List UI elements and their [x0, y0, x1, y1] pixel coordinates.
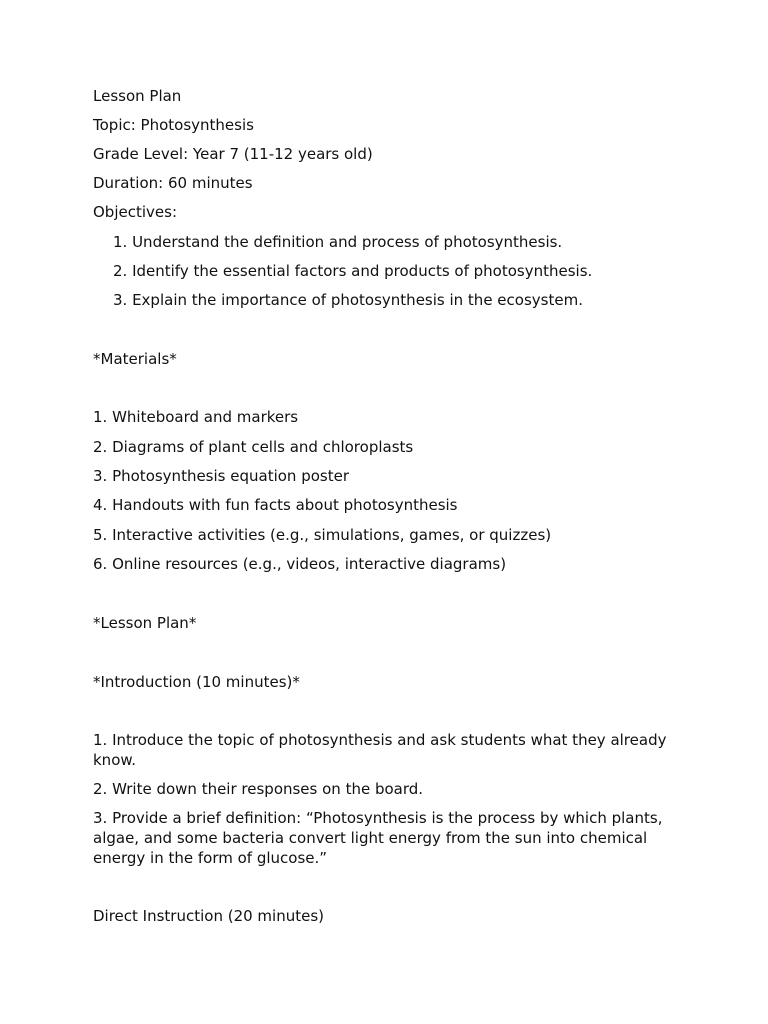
duration-line: Duration: 60 minutes: [93, 174, 253, 192]
introduction-item: 2. Write down their responses on the board.: [93, 780, 424, 798]
grade-level-line: Grade Level: Year 7 (11-12 years old): [93, 145, 373, 163]
materials-heading: *Materials*: [93, 350, 177, 368]
objective-item: 1. Understand the definition and process of photosynthesis.: [113, 233, 563, 251]
objectives-heading: Objectives:: [93, 203, 177, 221]
material-item: 1. Whiteboard and markers: [93, 408, 299, 426]
objective-item: 3. Explain the importance of photosynthesis in the ecosystem.: [113, 291, 583, 309]
lesson-plan-heading: *Lesson Plan*: [93, 614, 197, 632]
material-item: 3. Photosynthesis equation poster: [93, 467, 349, 485]
material-item: 5. Interactive activities (e.g., simulations, games, or quizzes): [93, 526, 552, 544]
material-item: 6. Online resources (e.g., videos, interactive diagrams): [93, 555, 507, 573]
direct-instruction-heading: Direct Instruction (20 minutes): [93, 907, 325, 925]
document-title: Lesson Plan: [93, 87, 182, 105]
introduction-item: 3. Provide a brief definition: “Photosynthesis is the process by which plants, algae, and some bacteria convert light energy from the sun into chemical energy in the form of glucose.”: [93, 809, 663, 867]
objective-item: 2. Identify the essential factors and products of photosynthesis.: [113, 262, 593, 280]
introduction-item: 1. Introduce the topic of photosynthesis and ask students what they already know.: [93, 731, 667, 769]
material-item: 2. Diagrams of plant cells and chloroplasts: [93, 438, 414, 456]
introduction-heading: *Introduction (10 minutes)*: [93, 673, 300, 691]
topic-line: Topic: Photosynthesis: [93, 116, 254, 134]
material-item: 4. Handouts with fun facts about photosynthesis: [93, 496, 458, 514]
